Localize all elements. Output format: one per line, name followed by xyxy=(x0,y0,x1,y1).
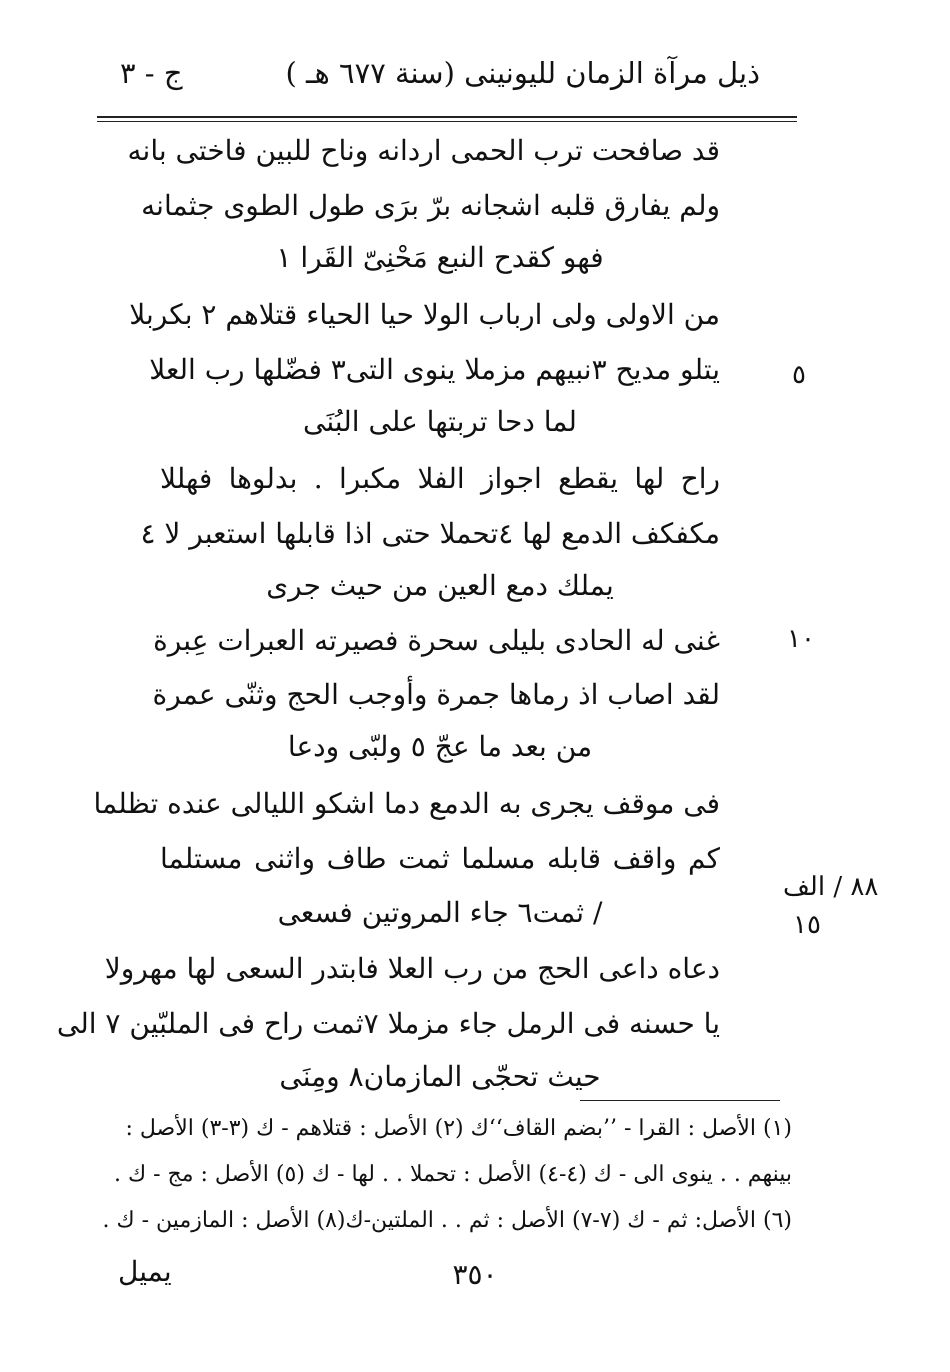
poem-line-13: فى موقف يجرى به الدمع دما اشكو الليالى عنده تظلما xyxy=(93,787,720,820)
footnote-line-2: بينهم . . ينوى الى - ك (٤-٤) الأصل : تحملا . . لها - ك (٥) الأصل : مج - ك . xyxy=(114,1162,792,1187)
poem-line-4: من الاولى ولى ارباب الولا حيا الحياء قتلاهم ٢ بكربلا xyxy=(129,298,720,331)
line-number-15: ١٥ xyxy=(793,910,821,940)
footnote-rule xyxy=(580,1100,780,1101)
header-rule-bottom xyxy=(97,121,797,122)
poem-line-15: / ثمت٦ جاء المروتين فسعى xyxy=(277,896,603,929)
poem-line-11: لقد اصاب اذ رماها جمرة وأوجب الحج وثنّى عمرة xyxy=(152,678,720,711)
footnote-line-1: (١) الأصل : القرا - ’’بضم القاف‘‘ك (٢) الأصل : قتلاهم - ك (٣-٣) الأصل : xyxy=(125,1116,792,1141)
folio-margin-note: ٨٨ / الف xyxy=(783,872,879,902)
line-number-10: ١٠ xyxy=(787,624,815,654)
poem-line-17: يا حسنه فى الرمل جاء مزملا ٧ثمت راح فى الملبّين ٧ الى xyxy=(56,1007,720,1040)
poem-line-5: يتلو مديح ٣نبيهم مزملا ينوى التى٣ فضّلها رب العلا xyxy=(149,353,720,386)
poem-line-6: لما دحا تربتها على البُنَى xyxy=(303,405,577,438)
poem-line-10: غنى له الحادى بليلى سحرة فصيرته العبرات عِبرة xyxy=(153,624,720,657)
volume-number: ج - ٣ xyxy=(120,56,183,90)
poem-line-16: دعاه داعى الحج من رب العلا فابتدر السعى لها مهرولا xyxy=(104,952,720,985)
running-title: ذيل مرآة الزمان لليونينى (سنة ٦٧٧ هـ ) xyxy=(285,56,760,90)
poem-line-12: من بعد ما عجّ ٥ ولبّى ودعا xyxy=(287,730,593,763)
line-number-5: ٥ xyxy=(792,360,806,390)
poem-line-18: حيث تحجّى المازمان٨ ومِنَى xyxy=(279,1060,601,1093)
poem-line-8: مكفكف الدمع لها ٤تحملا حتى اذا قابلها استعبر لا ٤ xyxy=(140,517,720,550)
page-number: ٣٥٠ xyxy=(452,1258,498,1291)
footnote-line-3: (٦) الأصل: ثم - ك (٧-٧) الأصل : ثم . . الملتين-ك(٨) الأصل : المازمين - ك . xyxy=(102,1208,792,1233)
poem-line-7: راح لها يقطع اجواز الفلا مكبرا . بدلوها فهللا xyxy=(160,462,720,495)
printer-signature: يميل xyxy=(118,1255,172,1288)
poem-line-9: يملك دمع العين من حيث جرى xyxy=(266,569,614,602)
poem-line-1: قد صافحت ترب الحمى اردانه وناح للبين فاختى بانه xyxy=(127,134,720,167)
poem-line-14: كم واقف قابله مسلما ثمت طاف واثنى مستلما xyxy=(160,842,720,875)
poem-line-2: ولم يفارق قلبه اشجانه برّ برَى طول الطوى جثمانه xyxy=(141,189,720,222)
poem-line-3: فهو كقدح النبع مَحْنِىّ القَرا ١ xyxy=(276,241,604,274)
header-rule-top xyxy=(97,116,797,118)
